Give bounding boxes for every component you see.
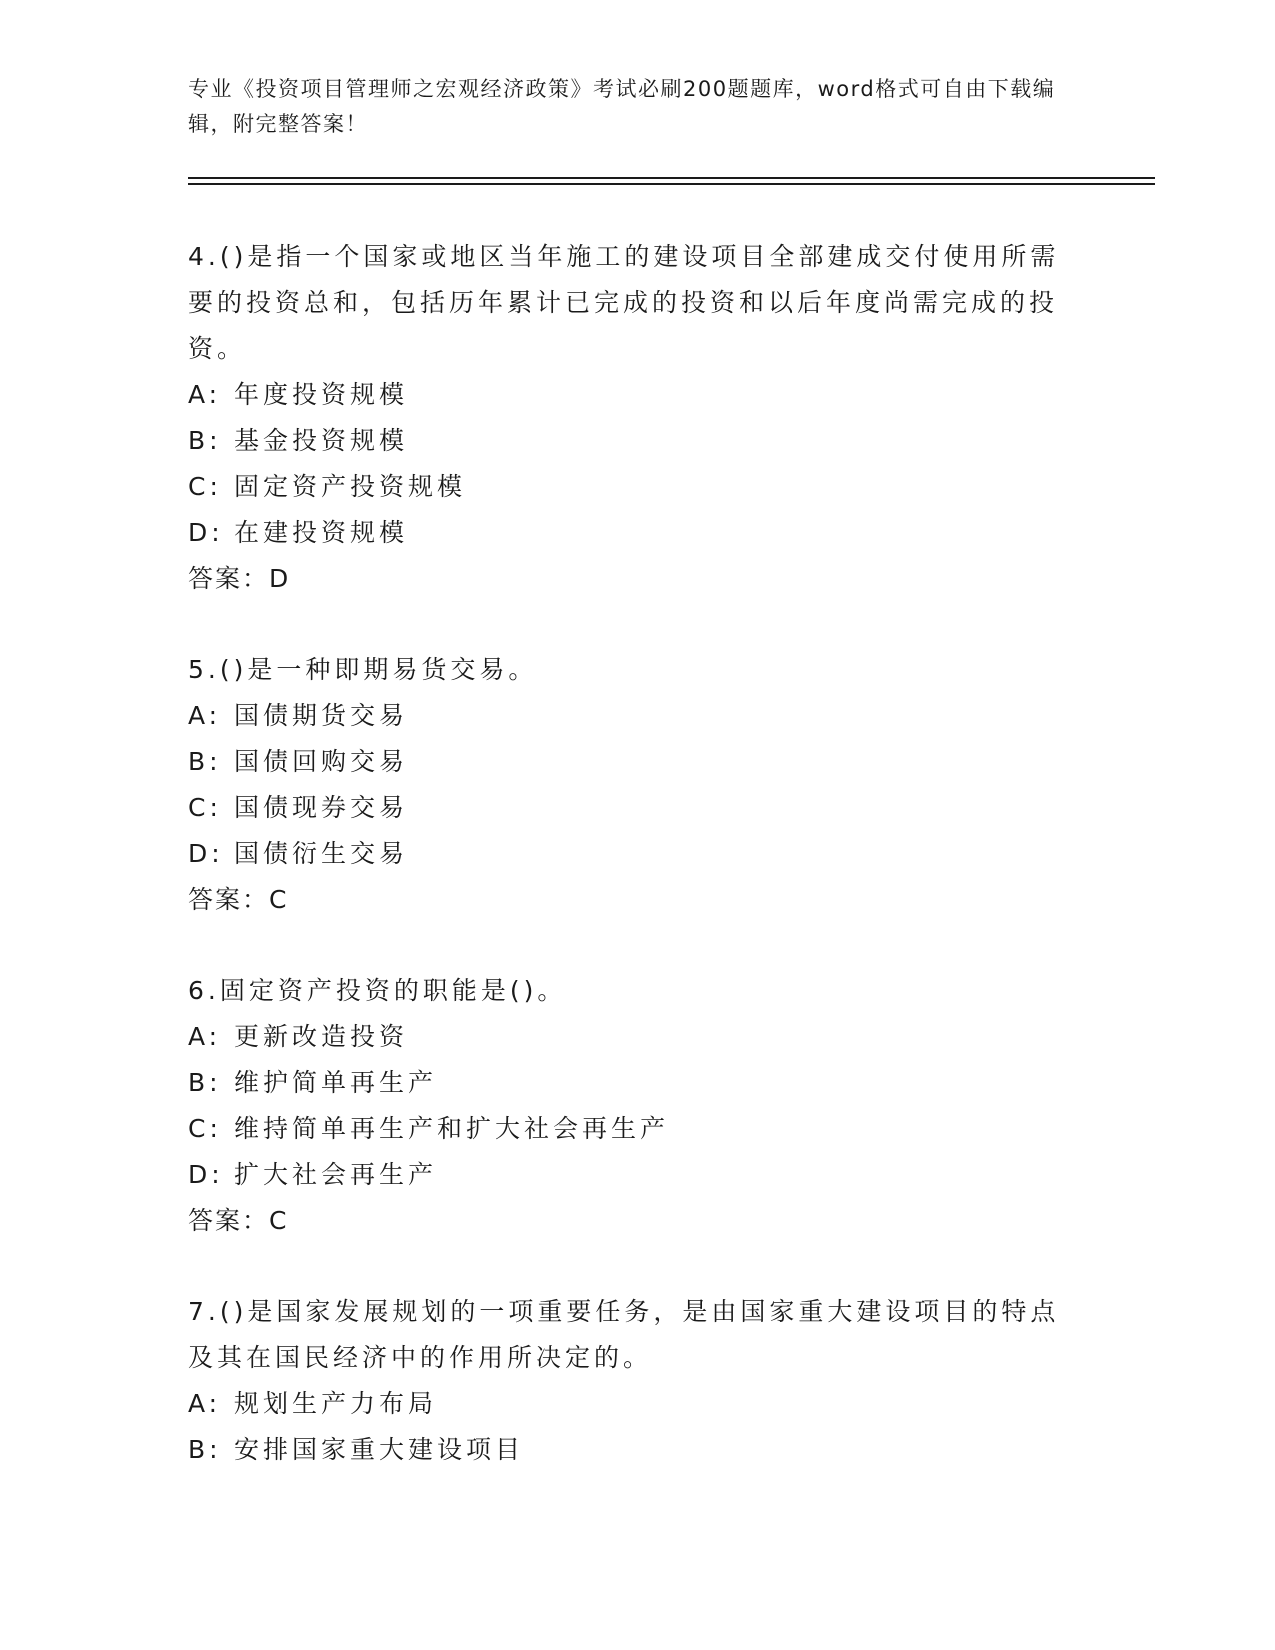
question-stem: 5.()是一种即期易货交易。 xyxy=(188,655,538,684)
question-item xyxy=(188,968,1068,1244)
option-key: A: xyxy=(188,1022,222,1051)
option-key: C: xyxy=(188,1114,222,1143)
option-key: B: xyxy=(188,1435,222,1464)
option-text: 固定资产投资规模 xyxy=(234,472,467,501)
option-b xyxy=(188,739,1068,785)
header-divider-top xyxy=(188,177,1155,179)
option-text: 国债衍生交易 xyxy=(234,839,409,868)
question-stem: 4.()是指一个国家或地区当年施工的建设项目全部建成交付使用所需要的投资总和，包括历年累计已完成的投资和以后年度尚需完成的投资。 xyxy=(188,242,1060,363)
option-d xyxy=(188,510,1068,556)
option-c xyxy=(188,1106,1068,1152)
option-a xyxy=(188,1381,1068,1427)
question-stem: 7.()是国家发展规划的一项重要任务，是由国家重大建设项目的特点及其在国民经济中的作用所决定的。 xyxy=(188,1297,1060,1372)
option-a xyxy=(188,693,1068,739)
answer-line: 答案：C xyxy=(188,885,289,914)
option-text: 国债期货交易 xyxy=(234,701,409,730)
option-b xyxy=(188,418,1068,464)
option-key: C: xyxy=(188,472,222,501)
option-c xyxy=(188,464,1068,510)
option-key: C: xyxy=(188,793,222,822)
option-key: A: xyxy=(188,701,222,730)
option-text: 基金投资规模 xyxy=(234,426,409,455)
document-header: 专业《投资项目管理师之宏观经济政策》考试必刷200题题库，word格式可自由下载编辑，附完整答案！ xyxy=(188,77,1056,136)
option-key: D: xyxy=(188,1160,224,1189)
question-item xyxy=(188,1289,1068,1473)
option-key: B: xyxy=(188,426,222,455)
option-text: 国债回购交易 xyxy=(234,747,409,776)
option-d xyxy=(188,831,1068,877)
option-a xyxy=(188,372,1068,418)
option-b xyxy=(188,1060,1068,1106)
option-key: D: xyxy=(188,839,224,868)
option-c xyxy=(188,785,1068,831)
option-text: 安排国家重大建设项目 xyxy=(234,1435,525,1464)
option-text: 维护简单再生产 xyxy=(234,1068,438,1097)
answer-line: 答案：D xyxy=(188,564,291,593)
question-item xyxy=(188,647,1068,923)
option-key: B: xyxy=(188,1068,222,1097)
question-list xyxy=(188,234,1068,1518)
option-text: 维持简单再生产和扩大社会再生产 xyxy=(234,1114,670,1143)
option-text: 更新改造投资 xyxy=(234,1022,409,1051)
option-text: 国债现券交易 xyxy=(234,793,409,822)
option-key: A: xyxy=(188,1389,222,1418)
option-key: B: xyxy=(188,747,222,776)
option-key: D: xyxy=(188,518,224,547)
option-text: 在建投资规模 xyxy=(234,518,409,547)
answer-line: 答案：C xyxy=(188,1206,289,1235)
question-stem: 6.固定资产投资的职能是()。 xyxy=(188,976,567,1005)
question-item xyxy=(188,234,1068,602)
header-divider-bottom xyxy=(188,183,1155,185)
option-text: 规划生产力布局 xyxy=(234,1389,438,1418)
option-key: A: xyxy=(188,380,222,409)
option-d xyxy=(188,1152,1068,1198)
option-b xyxy=(188,1427,1068,1473)
option-text: 年度投资规模 xyxy=(234,380,409,409)
option-text: 扩大社会再生产 xyxy=(234,1160,438,1189)
option-a xyxy=(188,1014,1068,1060)
